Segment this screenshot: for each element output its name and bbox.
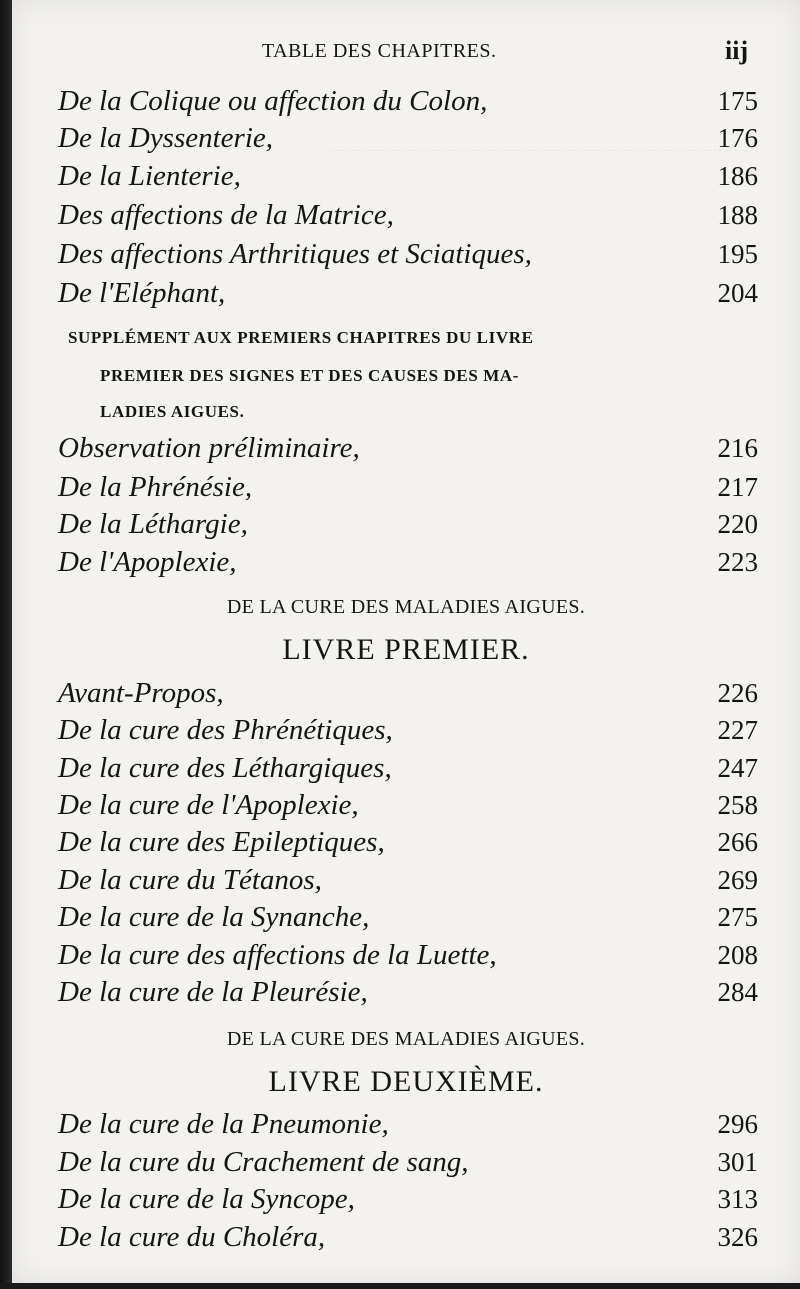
supplement-heading-line3: LADIES AIGUES. bbox=[100, 402, 245, 421]
toc-entry bbox=[58, 274, 758, 312]
toc-entry bbox=[58, 898, 758, 936]
section-heading: DE LA CURE DES MALADIES AIGUES. bbox=[226, 1028, 586, 1050]
entry-page: 216 bbox=[717, 433, 758, 463]
entry-page: 195 bbox=[717, 239, 758, 269]
entry-page: 326 bbox=[717, 1222, 758, 1252]
toc-entry bbox=[58, 749, 758, 787]
entry-page: 188 bbox=[717, 200, 758, 230]
entry-title: De la cure des Epileptiques, bbox=[58, 826, 385, 858]
toc-entry bbox=[58, 468, 758, 506]
entry-title: De la cure des Léthargiques, bbox=[58, 752, 392, 784]
entry-title: De la cure de la Pleurésie, bbox=[58, 976, 368, 1008]
book-heading: LIVRE DEUXIÈME. bbox=[268, 1065, 544, 1098]
toc-entry bbox=[58, 1143, 758, 1181]
toc-entry bbox=[58, 973, 758, 1011]
book-gutter-edge bbox=[0, 0, 12, 1289]
toc-entry bbox=[58, 543, 758, 581]
entry-page: 313 bbox=[717, 1184, 758, 1214]
entry-title: De la cure de la Synanche, bbox=[58, 901, 370, 933]
entry-page: 186 bbox=[717, 161, 758, 191]
entry-page: 258 bbox=[717, 790, 758, 820]
toc-entry bbox=[58, 1180, 758, 1218]
entry-page: 175 bbox=[717, 86, 758, 116]
toc-entry bbox=[58, 505, 758, 543]
entry-page: 227 bbox=[717, 715, 758, 745]
toc-entry bbox=[58, 786, 758, 824]
entry-title: De la cure de la Pneumonie, bbox=[58, 1108, 389, 1140]
entry-page: 208 bbox=[717, 940, 758, 970]
section-heading: DE LA CURE DES MALADIES AIGUES. bbox=[226, 596, 586, 618]
entry-title: De la cure du Tétanos, bbox=[58, 864, 322, 896]
page-bottom-edge bbox=[0, 1283, 800, 1289]
entry-title: De la Colique ou affection du Colon, bbox=[58, 85, 488, 117]
entry-page: 204 bbox=[717, 278, 758, 308]
entry-page: 226 bbox=[717, 678, 758, 708]
toc-entry bbox=[58, 823, 758, 861]
entry-title: De la cure des affections de la Luette, bbox=[58, 939, 497, 971]
entry-title: De la cure des Phrénétiques, bbox=[58, 714, 393, 746]
entry-title: De la cure du Choléra, bbox=[58, 1221, 326, 1253]
toc-entry bbox=[58, 196, 758, 234]
supplement-heading-line2: PREMIER DES SIGNES ET DES CAUSES DES MA- bbox=[100, 366, 520, 385]
entry-title: De la Léthargie, bbox=[58, 508, 248, 540]
entry-page: 296 bbox=[717, 1109, 758, 1139]
toc-entry bbox=[58, 711, 758, 749]
entry-title: De la Dyssenterie, bbox=[58, 122, 274, 154]
toc-entry bbox=[58, 429, 758, 467]
entry-title: Observation préliminaire, bbox=[58, 432, 360, 464]
entry-page: 220 bbox=[717, 509, 758, 539]
entry-page: 247 bbox=[717, 753, 758, 783]
entry-page: 176 bbox=[717, 123, 758, 153]
header-page-number: iij bbox=[725, 36, 749, 65]
toc-entry bbox=[58, 82, 758, 120]
entry-page: 301 bbox=[717, 1147, 758, 1177]
entry-title: De la cure de la Syncope, bbox=[58, 1183, 355, 1215]
entry-page: 266 bbox=[717, 827, 758, 857]
entry-title: Avant-Propos, bbox=[58, 677, 224, 709]
entry-page: 275 bbox=[717, 902, 758, 932]
toc-entry bbox=[58, 157, 758, 195]
entry-title: Des affections de la Matrice, bbox=[58, 199, 394, 231]
entry-page: 284 bbox=[717, 977, 758, 1007]
toc-entry bbox=[58, 1218, 758, 1256]
entry-page: 223 bbox=[717, 547, 758, 577]
entry-page: 269 bbox=[717, 865, 758, 895]
entry-title: De la Lienterie, bbox=[58, 160, 241, 192]
entry-page: 217 bbox=[717, 472, 758, 502]
supplement-heading-line1: SUPPLÉMENT AUX PREMIERS CHAPITRES DU LIVRE bbox=[68, 328, 534, 347]
entry-title: De la Phrénésie, bbox=[58, 471, 253, 503]
header-title: TABLE DES CHAPITRES. bbox=[262, 40, 497, 62]
toc-entry bbox=[58, 936, 758, 974]
entry-title: De la cure de l'Apoplexie, bbox=[58, 789, 359, 821]
entry-title: De l'Apoplexie, bbox=[58, 546, 237, 578]
toc-entry bbox=[58, 235, 758, 273]
entry-title: De l'Eléphant, bbox=[58, 277, 226, 309]
running-header bbox=[12, 36, 800, 66]
toc-entry bbox=[58, 861, 758, 899]
toc-entry bbox=[58, 674, 758, 712]
toc-entry bbox=[58, 1105, 758, 1143]
entry-title: De la cure du Crachement de sang, bbox=[58, 1146, 469, 1178]
toc-entry bbox=[58, 119, 758, 157]
book-page bbox=[12, 0, 800, 1283]
entry-title: Des affections Arthritiques et Sciatiques, bbox=[58, 238, 532, 270]
book-heading: LIVRE PREMIER. bbox=[282, 633, 530, 666]
